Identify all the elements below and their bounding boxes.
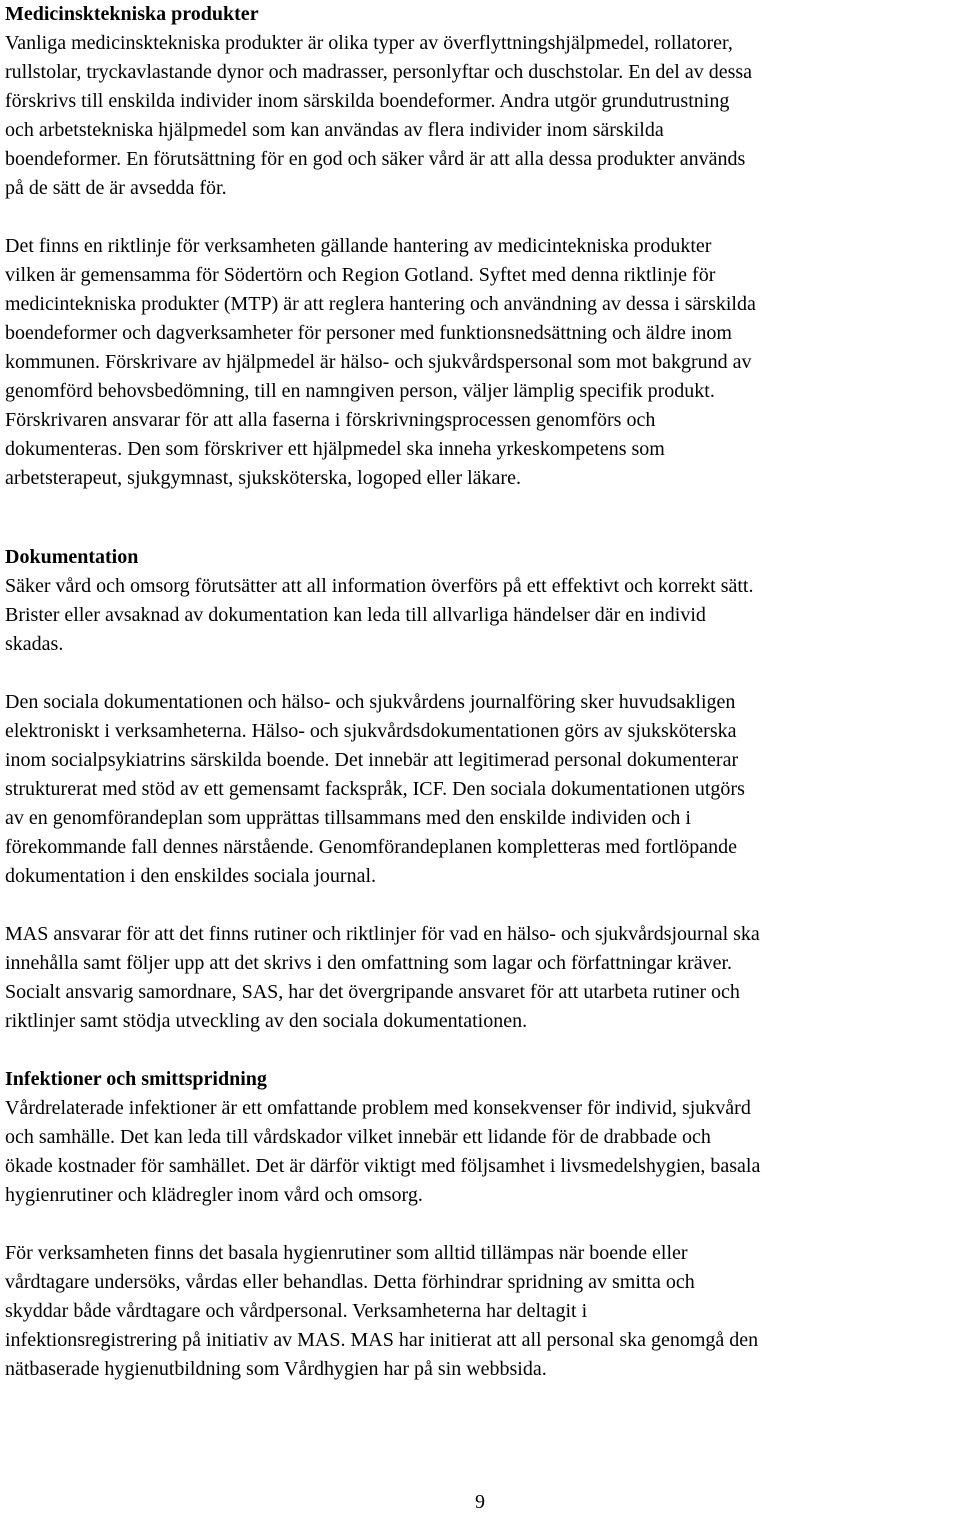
section-heading: Infektioner och smittspridning <box>5 1068 267 1090</box>
section-medicinsktekniska-produkter <box>5 0 957 493</box>
paragraph: Det finns en riktlinje för verksamheten gällande hantering av medicintekniska produkter vilken är gemensamma för Södertörn och Region Gotland. Syftet med denna riktlinje för medicintekniska produkter (MTP) är att reglera hantering och användning av dessa i särskilda boendeformer och dagverksamheter för personer med funktionsnedsättning och äldre inom kommunen. Förskrivare av hjälpmedel är hälso- och sjukvårdspersonal som mot bakgrund av genomförd behovsbedömning, till en namngiven person, väljer lämplig specifik produkt. Förskrivaren ansvarar för att alla faserna i förskrivningsprocessen genomförs och dokumenteras. Den som förskriver ett hjälpmedel ska inneha yrkeskompetens som arbetsterapeut, sjukgymnast, sjuksköterska, logoped eller läkare. <box>5 235 756 489</box>
paragraph: Vanliga medicinsktekniska produkter är olika typer av överflyttningshjälpmedel, rollatorer, rullstolar, tryckavlastande dynor och madrasser, personlyftar och duschstolar. En del av dessa förskrivs till enskilda individer inom särskilda boendeformer. Andra utgör grundutrustning och arbetstekniska hjälpmedel som kan användas av flera individer inom särskilda boendeformer. En förutsättning för en god och säker vård är att alla dessa produkter används på de sätt de är avsedda för. <box>5 32 753 199</box>
document-page <box>5 0 957 1384</box>
paragraph: MAS ansvarar för att det finns rutiner och riktlinjer för vad en hälso- och sjukvårdsjournal ska innehålla samt följer upp att det skrivs i den omfattning som lagar och författningar kräver. Socialt ansvarig samordnare, SAS, har det övergripande ansvaret för att utarbeta rutiner och riktlinjer samt stödja utveckling av den sociala dokumentationen. <box>5 923 760 1032</box>
paragraph-spacer <box>5 1210 957 1239</box>
paragraph: Vårdrelaterade infektioner är ett omfattande problem med konsekvenser för individ, sjukvård och samhälle. Det kan leda till vårdskador vilket innebär ett lidande för de drabbade och ökade kostnader för samhället. Det är därför viktigt med följsamhet i livsmedelshygien, basala hygienrutiner och klädregler inom vård och omsorg. <box>5 1097 761 1206</box>
page-number: 9 <box>475 1491 485 1513</box>
paragraph-spacer <box>5 891 957 920</box>
paragraph: Den sociala dokumentationen och hälso- och sjukvårdens journalföring sker huvudsakligen elektroniskt i verksamheterna. Hälso- och sjukvårdsdokumentationen görs av sjuksköterska inom socialpsykiatrins särskilda boende. Det innebär att legitimerad personal dokumenterar strukturerat med stöd av ett gemensamt fackspråk, ICF. Den sociala dokumentationen utgörs av en genomförandeplan som upprättas tillsammans med den enskilde individen och i förekommande fall dennes närstående. Genomförandeplanen kompletteras med fortlöpande dokumentation i den enskildes sociala journal. <box>5 691 745 887</box>
section-heading: Medicinsktekniska produkter <box>5 3 259 25</box>
paragraph: Säker vård och omsorg förutsätter att all information överförs på ett effektivt och korrekt sätt. Brister eller avsaknad av dokumentation kan leda till allvarliga händelser där en individ skadas. <box>5 575 754 655</box>
section-spacer <box>5 1036 957 1065</box>
paragraph: För verksamheten finns det basala hygienrutiner som alltid tillämpas när boende eller vårdtagare undersöks, vårdas eller behandlas. Detta förhindrar spridning av smitta och skyddar både vårdtagare och vårdpersonal. Verksamheterna har deltagit i infektionsregistrering på initiativ av MAS. MAS har initierat att all personal ska genomgå den nätbaserade hygienutbildning som Vårdhygien har på sin webbsida. <box>5 1242 759 1380</box>
section-spacer <box>5 493 957 543</box>
section-dokumentation <box>5 543 957 1036</box>
paragraph-spacer <box>5 203 957 232</box>
section-heading: Dokumentation <box>5 546 139 568</box>
paragraph-spacer <box>5 659 957 688</box>
section-infektioner <box>5 1065 957 1384</box>
